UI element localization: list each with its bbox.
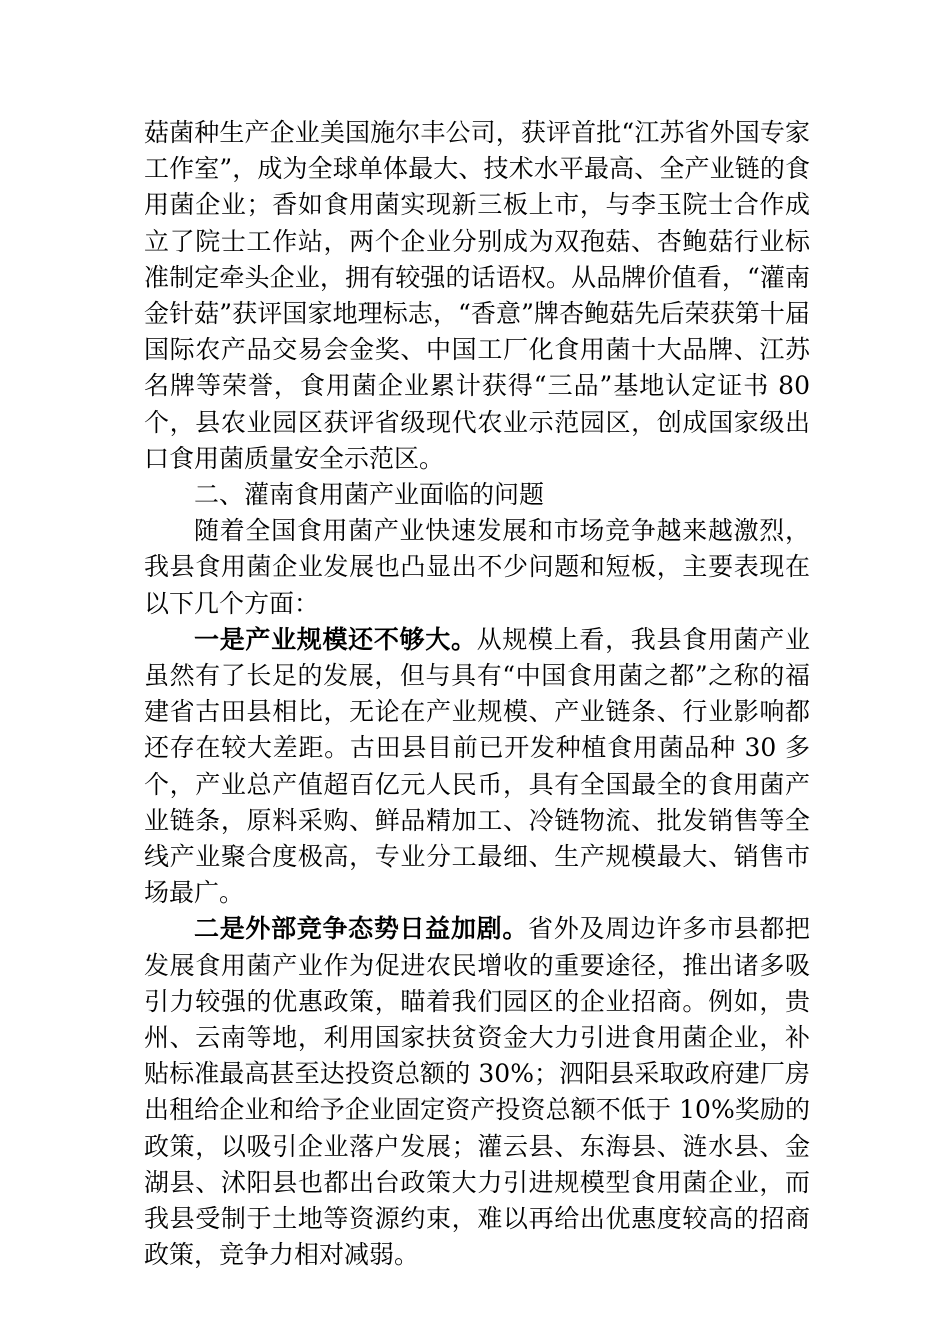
section-heading-text: 二、灌南食用菌产业面临的问题 bbox=[194, 480, 545, 510]
paragraph-text: 菇菌种生产企业美国施尔丰公司，获评首批“江苏省外国专家工作室”，成为全球单体最大、技术水平最高、全产业链的食用菌企业；香如食用菌实现新三板上市，与李玉院士合作成立了院士工作站，两个企业分别成为双孢菇、杏鲍菇行业标准制定牵头企业，拥有较强的话语权。从品牌价值看，“灌南金针菇”获评国家地理标志，“香意”牌杏鲍菇先后荣获第十届国际农产品交易会金奖、中国工厂化食用菌十大品牌、江苏名牌等荣誉，食用菌企业累计获得“三品”基地认定证书 80 个，县农业园区获评省级现代农业示范园区，创成国家级出口食用菌质量安全示范区。 bbox=[144, 118, 810, 473]
document-page bbox=[144, 115, 810, 1274]
paragraph-text: 省外及周边许多市县都把发展食用菌产业作为促进农民增收的重要途径，推出诸多吸引力较强的优惠政策，瞄着我们园区的企业招商。例如，贵州、云南等地，利用国家扶贫资金大力引进食用菌企业，补贴标准最高甚至达投资总额的 30%；泗阳县采取政府建厂房出租给企业和给予企业固定资产投资总额不低于 10%奖励的政策，以吸引企业落户发展；灌云县、东海县、涟水县、金湖县、沭阳县也都出台政策大力引进规模型食用菌企业，而我县受制于土地等资源约束，难以再给出优惠度较高的招商政策，竞争力相对减弱。 bbox=[144, 914, 810, 1270]
section-heading-problems bbox=[144, 477, 810, 513]
paragraph-lead: 一是产业规模还不够大。 bbox=[194, 624, 477, 654]
paragraph-intro-problems bbox=[144, 513, 810, 622]
paragraph-text: 从规模上看，我县食用菌产业虽然有了长足的发展，但与具有“中国食用菌之都”之称的福建省古田县相比，无论在产业规模、产业链条、行业影响都还存在较大差距。古田县目前已开发种植食用菌品种 30 多个，产业总产值超百亿元人民币，具有全国最全的食用菌产业链条，原料采购、鲜品精加工、冷链物流、批发销售等全线产业聚合度极高，专业分工最细、生产规模最大、销售市场最广。 bbox=[144, 624, 810, 908]
paragraph-scale bbox=[144, 622, 810, 912]
paragraph-brand-value bbox=[144, 115, 810, 477]
paragraph-lead: 二是外部竞争态势日益加剧。 bbox=[194, 914, 529, 944]
paragraph-competition bbox=[144, 911, 810, 1273]
paragraph-text: 随着全国食用菌产业快速发展和市场竞争越来越激烈，我县食用菌企业发展也凸显出不少问题和短板，主要表现在以下几个方面： bbox=[144, 516, 810, 618]
